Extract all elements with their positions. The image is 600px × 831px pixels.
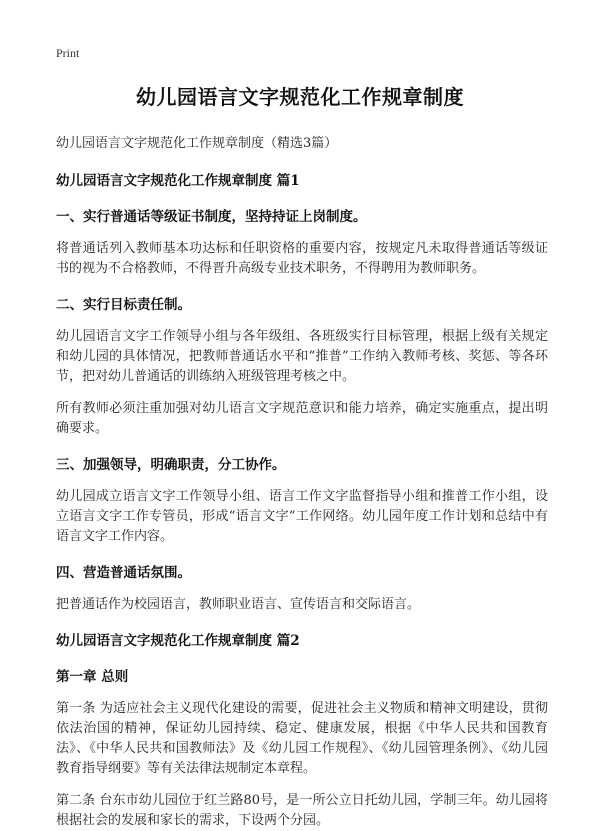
section-heading-1: 幼儿园语言文字规范化工作规章制度 篇1 — [56, 173, 300, 189]
item-heading-4: 四、营造普通话氛围。 — [56, 565, 191, 581]
item-heading-1: 一、实行普通话等级证书制度，坚持持证上岗制度。 — [56, 209, 367, 225]
paragraph: 第一条 为适应社会主义现代化建设的需要，促进社会主义物质和精神文明建设，贯彻依法治国的精神，保证幼儿园持续、稳定、健康发展，根据《中华人民共和国教育法》、《中华人民共和国教师法》及《幼儿园工作规程》、《幼儿园管理条例》、《幼儿园教育指导纲要》等有关法律法规制定本章程。 — [56, 701, 548, 776]
paragraph: 第二条 台东市幼儿园位于红兰路80号，是一所公立日托幼儿园，学制三年。幼儿园将根据社会的发展和家长的需求，下设两个分园。 — [56, 793, 548, 828]
paragraph: 将普通话列入教师基本功达标和任职资格的重要内容，按规定凡未取得普通话等级证书的视为不合格教师，不得晋升高级专业技术职务，不得聘用为教师职务。 — [56, 241, 548, 276]
item-heading-2: 二、实行目标责任制。 — [56, 297, 191, 313]
print-link[interactable]: Print — [56, 46, 80, 60]
document-subtitle: 幼儿园语言文字规范化工作规章制度（精选3篇） — [56, 136, 338, 151]
document-title: 幼儿园语言文字规范化工作规章制度 — [136, 85, 464, 109]
paragraph: 所有教师必须注重加强对幼儿语言文字规范意识和能力培养，确定实施重点，提出明确要求。 — [56, 401, 548, 436]
paragraph: 把普通话作为校园语言，教师职业语言、宣传语言和交际语言。 — [56, 597, 421, 612]
paragraph: 幼儿园语言文字工作领导小组与各年级组、各班级实行目标管理，根据上级有关规定和幼儿园的具体情况，把教师普通话水平和“推普”工作纳入教师考核、奖惩、等各环节，把对幼儿普通话的训练纳入班级管理考核之中。 — [56, 329, 548, 384]
item-heading-3: 三、加强领导，明确职责，分工协作。 — [56, 457, 286, 473]
paragraph: 幼儿园成立语言文字工作领导小组、语言工作文字监督指导小组和推普工作小组，设立语言文字工作专管员，形成“语言文字”工作网络。幼儿园年度工作计划和总结中有语言文字工作内容。 — [56, 489, 548, 544]
section-heading-2: 幼儿园语言文字规范化工作规章制度 篇2 — [56, 633, 300, 649]
chapter-heading: 第一章 总则 — [56, 669, 129, 685]
